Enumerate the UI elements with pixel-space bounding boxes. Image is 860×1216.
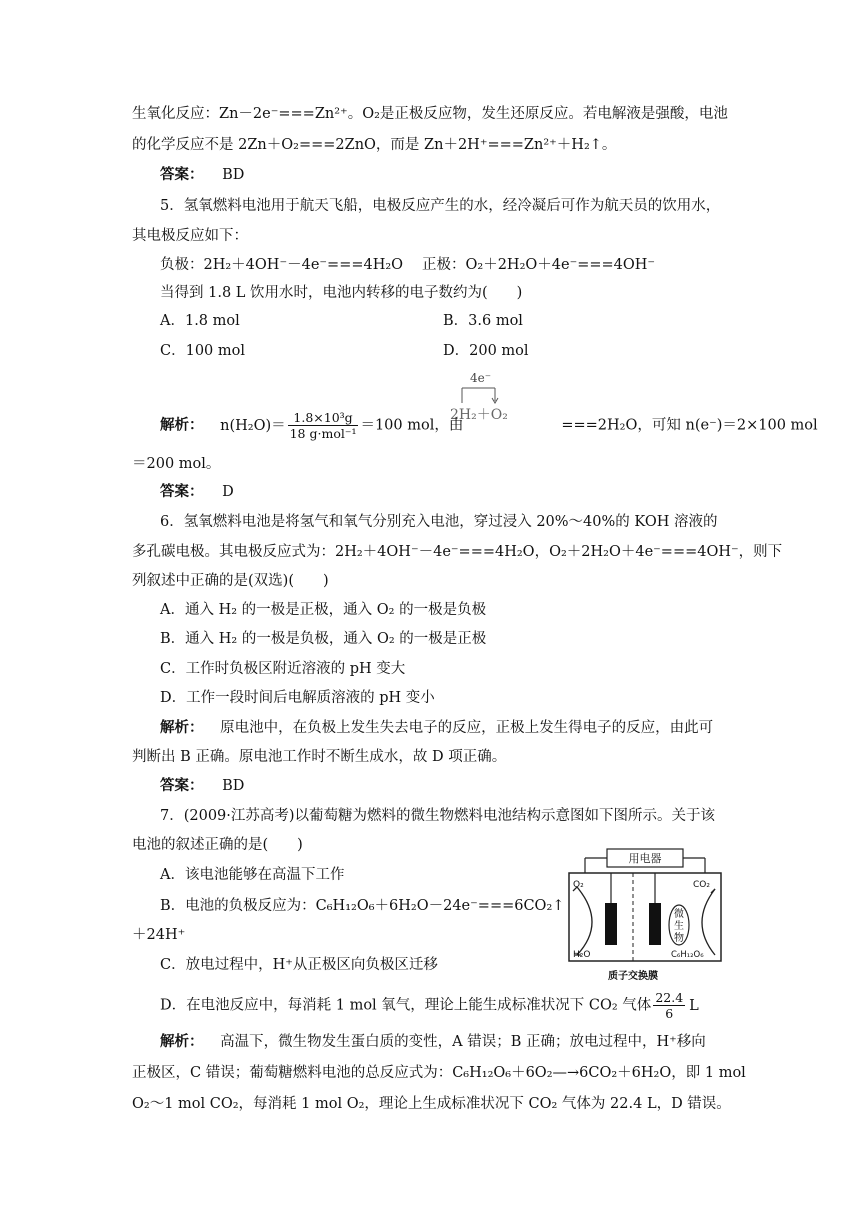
option-c: C．工作时负极区附近溶液的 pH 变大 bbox=[160, 661, 406, 677]
answer-value: D bbox=[222, 484, 234, 500]
option-b: B．3.6 mol bbox=[443, 313, 523, 329]
option-b: B．通入 H₂ 的一极是负极，通入 O₂ 的一极是正极 bbox=[160, 631, 487, 647]
answer-line bbox=[160, 776, 244, 796]
co2-label: CO₂ bbox=[693, 880, 710, 890]
option-c: C．放电过程中，H⁺从正极区向负极区迁移 bbox=[160, 957, 438, 973]
analysis-label: 解析： bbox=[160, 416, 204, 434]
text-line: 正极区，C 错误；葡萄糖燃料电池的总反应式为：C₆H₁₂O₆＋6O₂—→6CO₂＋6H₂O，即 1 mol bbox=[132, 1065, 746, 1081]
o2-label: O₂ bbox=[573, 880, 584, 890]
question-6-stem: 6．氢氧燃料电池是将氢气和氧气分别充入电池，穿过浸入 20%～40%的 KOH 溶液的 bbox=[160, 514, 718, 530]
analysis-line bbox=[160, 1032, 706, 1052]
option-c: C．100 mol bbox=[160, 343, 245, 359]
question-5-prompt: 当得到 1.8 L 饮用水时，电池内转移的电子数约为( ) bbox=[160, 285, 523, 301]
analysis-text: 原电池中，在负极上发生失去电子的反应，正极上发生得电子的反应，由此可 bbox=[220, 720, 714, 736]
option-d: D．200 mol bbox=[443, 343, 529, 359]
text-line: O₂～1 mol CO₂，每消耗 1 mol O₂，理论上生成标准状况下 CO₂ 气体为 22.4 L，D 错误。 bbox=[132, 1096, 731, 1112]
option-a: A．该电池能够在高温下工作 bbox=[160, 867, 345, 883]
option-d bbox=[160, 990, 699, 1021]
electron-label: 4e⁻ bbox=[470, 371, 492, 385]
answer-label: 答案： bbox=[160, 166, 204, 183]
answer-value: BD bbox=[222, 167, 245, 183]
microbial-fuel-cell-diagram bbox=[565, 845, 735, 985]
analysis-label: 解析： bbox=[160, 1033, 204, 1050]
text-line: 其电极反应如下： bbox=[132, 228, 248, 244]
analysis-text: ===2H₂O，可知 n(e⁻)＝2×100 mol bbox=[561, 417, 818, 434]
membrane-label: 质子交换膜 bbox=[608, 971, 658, 982]
analysis-text: ＝100 mol，由 bbox=[360, 417, 464, 434]
negative-electrode bbox=[649, 903, 661, 945]
text-line: 判断出 B 正确。原电池工作时不断生成水，故 D 项正确。 bbox=[132, 749, 507, 765]
text-line: 多孔碳电极。其电极反应式为：2H₂＋4OH⁻－4e⁻===4H₂O，O₂＋2H₂O＋4e⁻===4OH⁻，则下 bbox=[132, 544, 783, 560]
microbe-char: 物 bbox=[674, 933, 684, 944]
answer-line bbox=[160, 482, 234, 502]
answer-line bbox=[160, 165, 244, 185]
analysis-line bbox=[160, 718, 713, 738]
analysis-label: 解析： bbox=[160, 719, 204, 736]
text-line: 的化学反应不是 2Zn＋O₂===2ZnO，而是 Zn＋2H⁺===Zn²⁺＋H₂↑。 bbox=[132, 137, 617, 153]
option-b: B．电池的负极反应为：C₆H₁₂O₆＋6H₂O－24e⁻===6CO₂↑ bbox=[160, 898, 565, 914]
option-a: A．通入 H₂ 的一极是正极，通入 O₂ 的一极是负极 bbox=[160, 602, 487, 618]
option-d-unit: L bbox=[689, 997, 699, 1014]
option-d: D．工作一段时间后电解质溶液的 pH 变小 bbox=[160, 690, 435, 706]
fraction-numerator: 22.4 bbox=[655, 990, 684, 1005]
text-line: ＝200 mol。 bbox=[132, 456, 221, 472]
electron-equation: 2H₂＋O₂ bbox=[450, 407, 508, 423]
h2o-label: H₂O bbox=[573, 950, 591, 960]
negative-electrode-equation: 负极：2H₂＋4OH⁻－4e⁻===4H₂O bbox=[160, 257, 404, 273]
question-5-stem: 5．氢氧燃料电池用于航天飞船，电极反应产生的水，经冷凝后可作为航天员的饮用水， bbox=[160, 198, 721, 214]
device-label: 用电器 bbox=[628, 852, 662, 865]
microbe-char: 生 bbox=[674, 921, 684, 932]
text-line: ＋24H⁺ bbox=[132, 927, 186, 943]
mass-fraction bbox=[288, 410, 359, 441]
answer-label: 答案： bbox=[160, 777, 204, 794]
option-d-text: D．在电池反应中，每消耗 1 mol 氧气，理论上能生成标准状况下 CO₂ 气体 bbox=[160, 997, 652, 1014]
question-7-stem: 7．(2009·江苏高考)以葡萄糖为燃料的微生物燃料电池结构示意图如下图所示。关于该 bbox=[160, 808, 716, 824]
positive-electrode bbox=[605, 903, 617, 945]
fraction-denominator: 6 bbox=[665, 1006, 674, 1021]
text-line: 电池的叙述正确的是( ) bbox=[132, 837, 303, 853]
positive-electrode-equation: 正极：O₂＋2H₂O＋4e⁻===4OH⁻ bbox=[422, 257, 656, 273]
text-line: 生氧化反应：Zn－2e⁻===Zn²⁺。O₂是正极反应物，发生还原反应。若电解液是强酸，电池 bbox=[132, 106, 728, 122]
fraction-numerator: 1.8×10³g bbox=[288, 410, 359, 426]
fraction-denominator: 18 g·mol⁻¹ bbox=[289, 426, 357, 441]
analysis-line bbox=[160, 410, 818, 441]
glucose-label: C₆H₁₂O₆ bbox=[671, 950, 704, 960]
analysis-text: 高温下，微生物发生蛋白质的变性，A 错误；B 正确；放电过程中，H⁺移向 bbox=[220, 1034, 706, 1050]
answer-label: 答案： bbox=[160, 483, 204, 500]
text-line: 列叙述中正确的是(双选)( ) bbox=[132, 573, 329, 589]
analysis-text: n(H₂O)＝ bbox=[220, 417, 286, 434]
volume-fraction bbox=[653, 990, 685, 1021]
microbe-char: 微 bbox=[674, 909, 684, 920]
answer-value: BD bbox=[222, 778, 245, 794]
option-a: A．1.8 mol bbox=[160, 313, 240, 329]
